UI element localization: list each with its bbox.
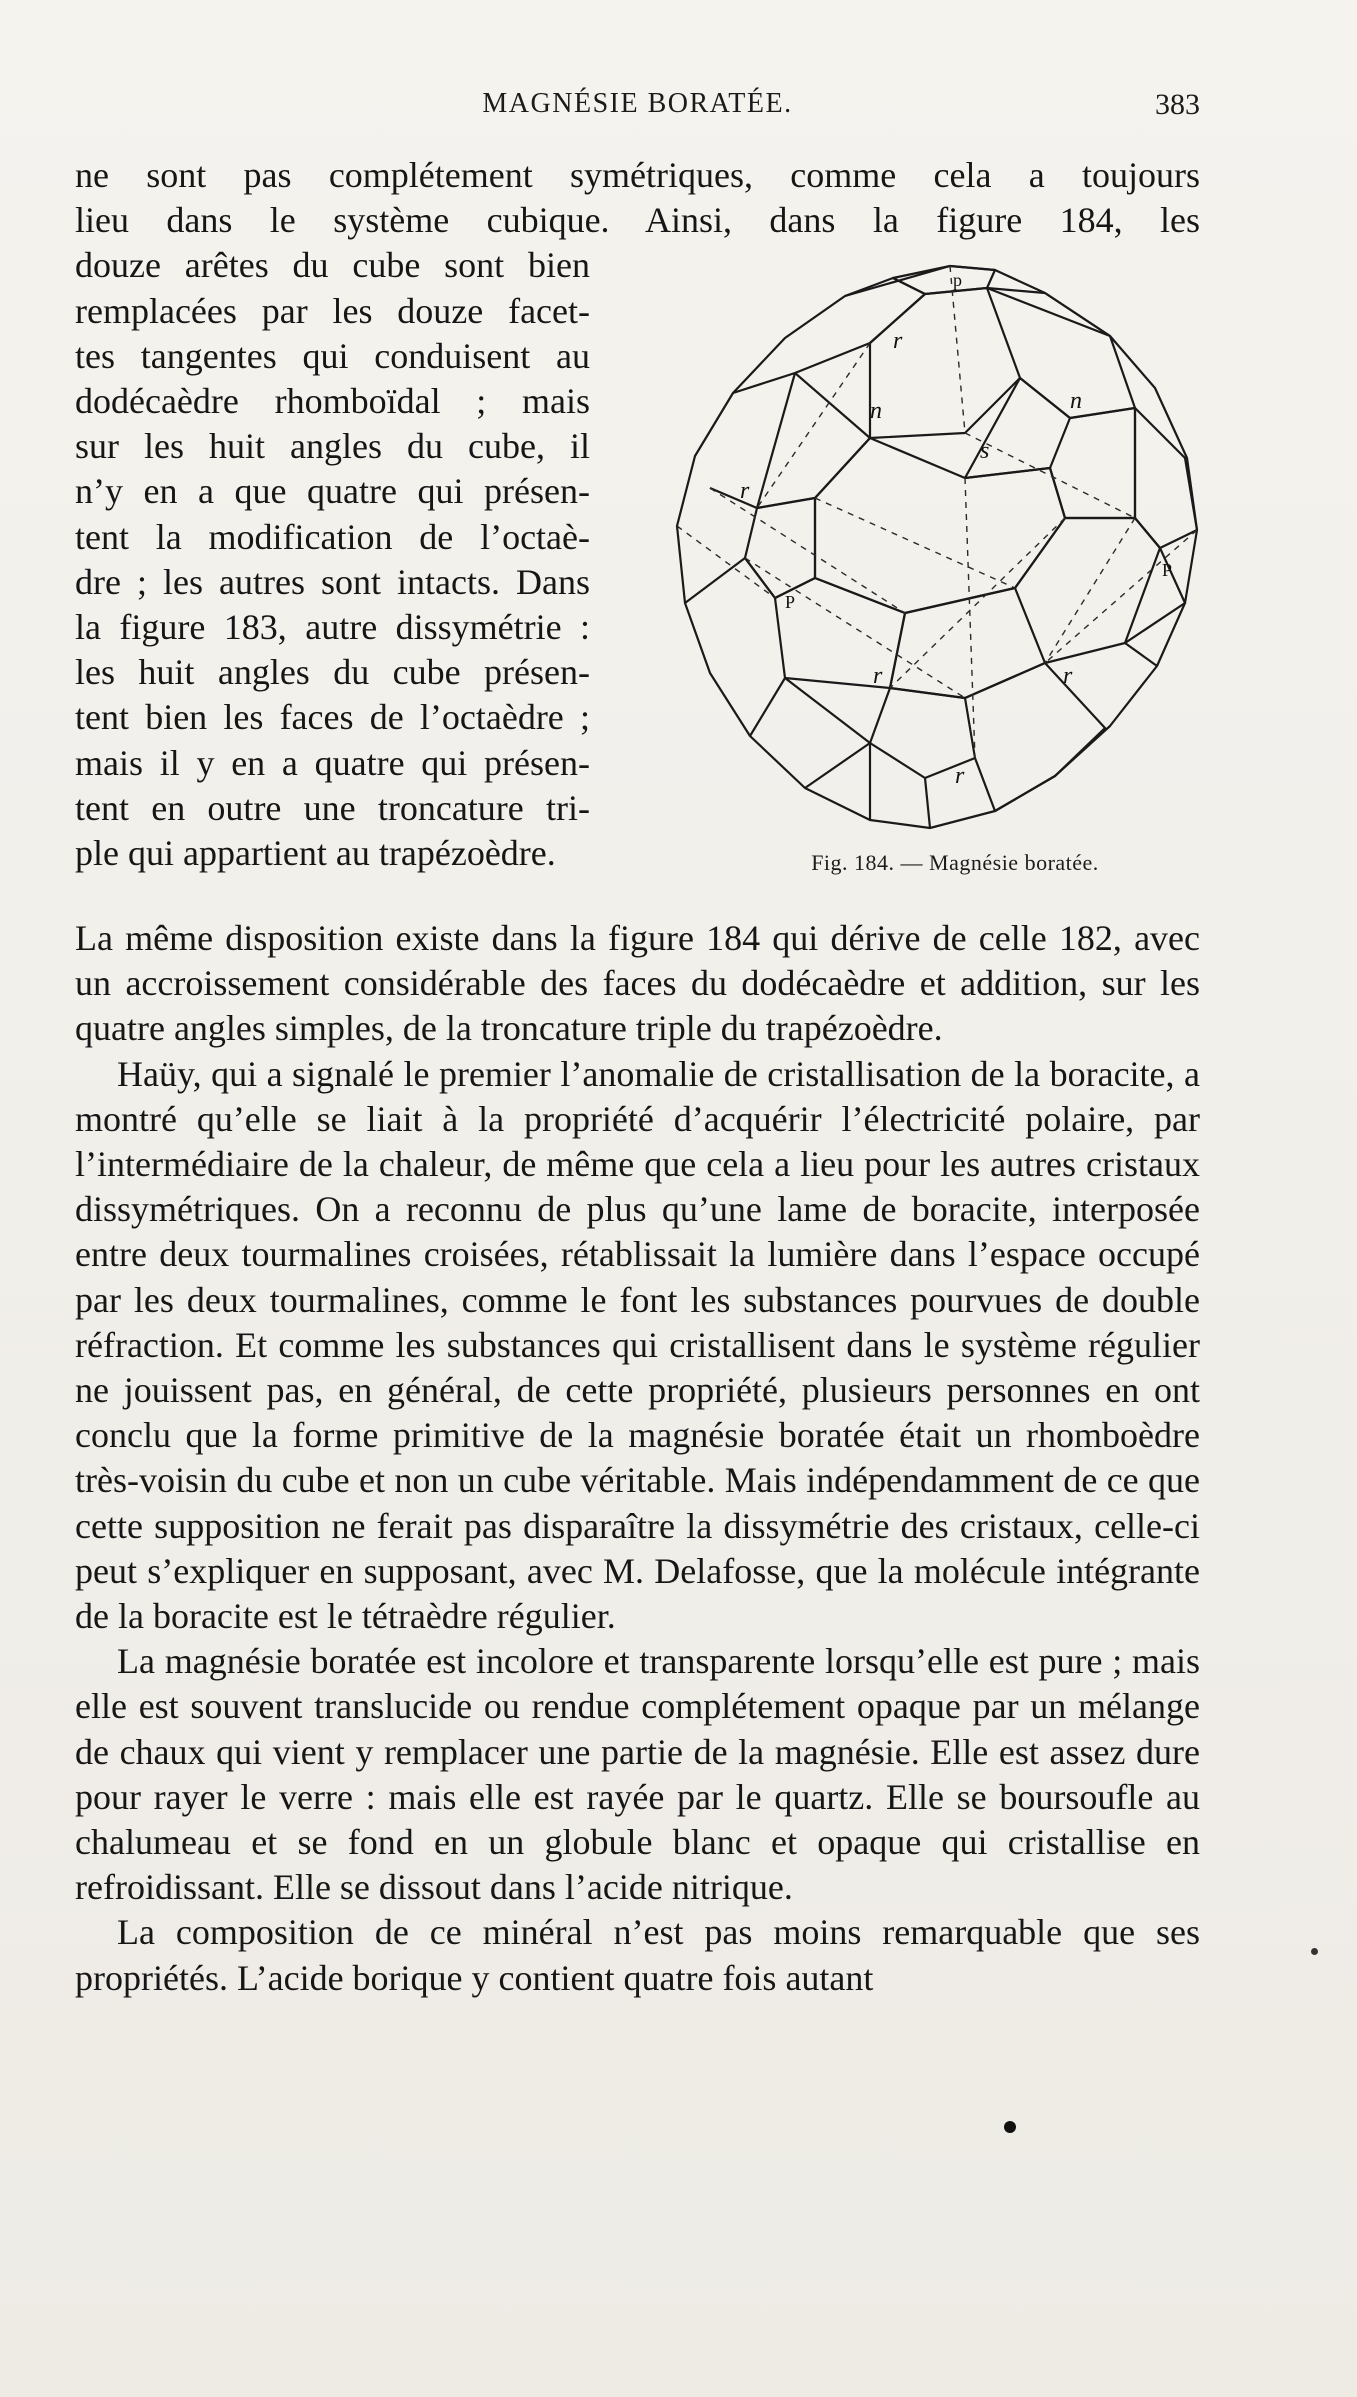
- face-label-r-left: r: [740, 478, 750, 504]
- ink-dot: [1004, 2121, 1016, 2133]
- wrap-line: dodécaèdre rhomboïdal ; mais: [75, 381, 590, 422]
- face-label-n-left: n: [870, 398, 882, 424]
- paragraph: Haüy, qui a signalé le premier l’anomalie de cristallisation de la boracite, a montré qu’elle se liait à la propriété d’acquérir l’électricité polaire, par l’intermédiaire de la chaleur, de même que cela a lieu pour les autres cristaux dissymétriques. On a reconnu de plus qu’une lame de boracite, interposée entre deux tourmalines croisées, rétablissait la lumière dans l’espace occupé par les deux tourmalines, comme le font les substances pourvues de double réfraction. Et comme les substances qui cristallisent dans le système régulier ne jouissent pas, en général, de cette propriété, plusieurs personnes en ont conclu que la forme primitive de la magnésie boratée était un rhomboèdre très-voisin du cube et non un cube véritable. Mais indépendamment de ce que cette supposition ne ferait pas disparaître la dissymétrie des cristaux, celle-ci peut s’expliquer en supposant, avec M. Delafosse, que la molécule intégrante de la boracite est le tétraèdre régulier.: [75, 1053, 1200, 1637]
- page-header: [75, 88, 1200, 128]
- wrap-line: n’y en a que quatre qui présen-: [75, 471, 590, 512]
- crystal-figure: [665, 258, 1205, 833]
- wrap-line: tent bien les faces de l’octaèdre ;: [75, 697, 590, 738]
- page-number: 383: [1155, 88, 1200, 121]
- figure-caption: Fig. 184. — Magnésie boratée.: [811, 850, 1099, 875]
- paragraph: La composition de ce minéral n’est pas moins remarquable que ses propriétés. L’acide borique y contient quatre fois autant: [75, 1912, 1200, 1998]
- wrap-line: mais il y en a quatre qui présen-: [75, 742, 590, 783]
- wrap-line: tent la modification de l’octaè-: [75, 516, 590, 557]
- ink-speck: [1311, 1948, 1318, 1955]
- wrap-line: tent en outre une troncature tri-: [75, 787, 590, 828]
- wrap-line: remplacées par les douze facet-: [75, 290, 590, 331]
- face-label-r-bottom: r: [955, 763, 965, 789]
- text-line: lieu dans le système cubique. Ainsi, dans la figure 184, les: [75, 200, 1200, 241]
- text-line: ne sont pas complétement symétriques, comme cela a toujours: [75, 155, 1200, 195]
- crystal-drawing: [665, 258, 1205, 833]
- face-label-r-top: r: [893, 328, 903, 354]
- face-label-r-right: r: [1063, 663, 1073, 689]
- wrap-line: ple qui appartient au trapézoèdre.: [75, 833, 556, 874]
- face-label-p-right: P: [1162, 560, 1173, 580]
- wrap-line: la figure 183, autre dissymétrie :: [75, 607, 590, 648]
- face-label-n-right: n: [1070, 388, 1082, 414]
- paragraph: La même disposition existe dans la figure 184 qui dérive de celle 182, avec un accroissement considérable des faces du dodécaèdre et addition, sur les quatre angles simples, de la troncature triple du trapézoèdre.: [75, 918, 1200, 1049]
- wrap-line: sur les huit angles du cube, il: [75, 426, 590, 467]
- wrap-line: tes tangentes qui conduisent au: [75, 335, 590, 376]
- face-label-p-top: p: [953, 270, 962, 290]
- wrap-line: dre ; les autres sont intacts. Dans: [75, 561, 590, 602]
- wrap-line: les huit angles du cube présen-: [75, 652, 590, 693]
- face-label-p-left: P: [785, 592, 796, 612]
- paragraph: La magnésie boratée est incolore et transparente lorsqu’elle est pure ; mais elle est souvent translucide ou rendue complétement opaque par un mélange de chaux qui vient y remplacer une partie de la magnésie. Elle est assez dure pour rayer le verre : mais elle est rayée par le quartz. Elle se boursoufle au chalumeau et se fond en un globule blanc et opaque qui cristallise en refroidissant. Elle se dissout dans l’acide nitrique.: [75, 1641, 1200, 1908]
- wrap-line: douze arêtes du cube sont bien: [75, 245, 590, 286]
- body-text: [75, 916, 1200, 2001]
- running-title: MAGNÉSIE BORATÉE.: [482, 88, 793, 119]
- face-label-r-mid: r: [873, 663, 883, 689]
- face-label-s: s: [980, 438, 990, 464]
